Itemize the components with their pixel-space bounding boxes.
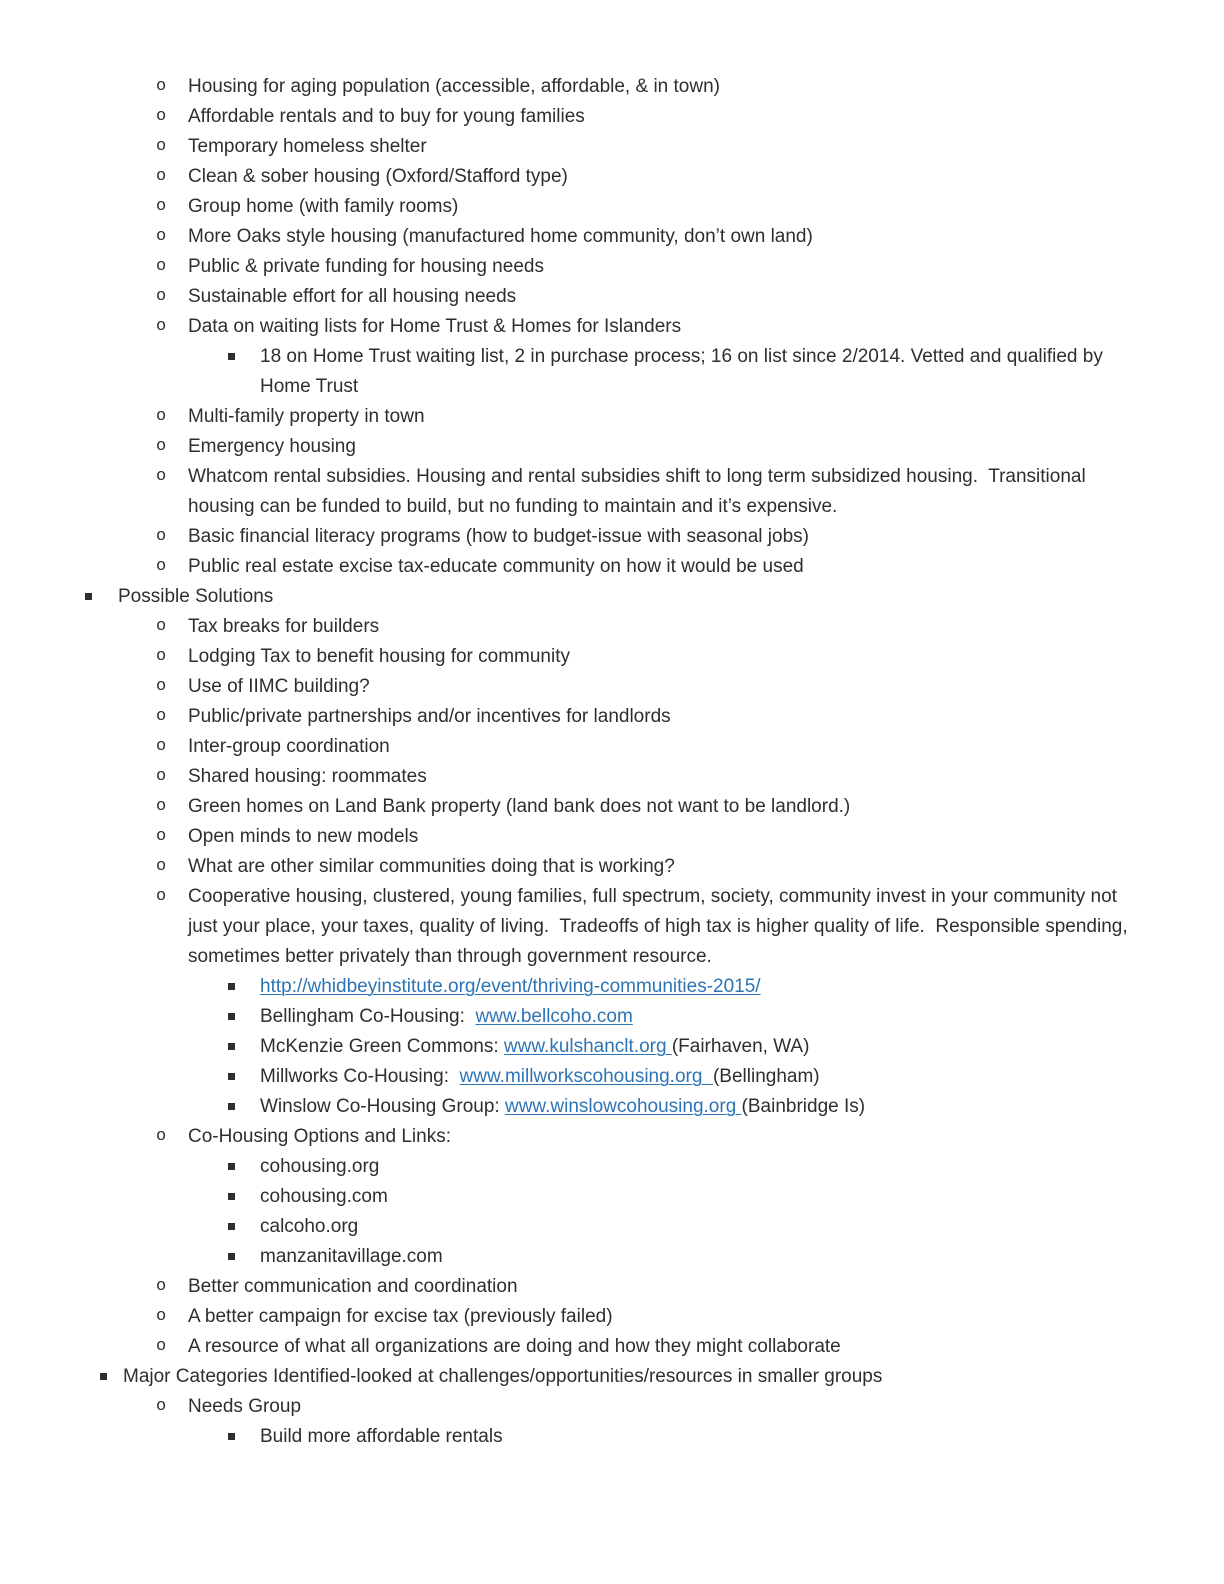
list-item: [0, 462, 1142, 522]
list-item: [0, 1062, 1142, 1092]
list-item-text: [260, 1186, 388, 1207]
text-run: Emergency housing: [188, 436, 356, 457]
text-run: Whatcom rental subsidies. Housing and rental subsidies shift to long term subsidized housing. Transitional housing can be funded to build, but no funding to maintain and it’s expensive.: [188, 466, 1091, 517]
hyperlink[interactable]: www.bellcoho.com: [475, 1006, 633, 1027]
text-run: calcoho.org: [260, 1216, 359, 1237]
list-item: [0, 222, 1142, 252]
list-item: [0, 1212, 1142, 1242]
bullet-circle-icon: o: [156, 1397, 167, 1416]
hyperlink[interactable]: www.winslowcohousing.org: [504, 1096, 742, 1117]
list-item-text: [188, 226, 813, 247]
list-item: [0, 642, 1142, 672]
list-item: [0, 1302, 1142, 1332]
text-run: A better campaign for excise tax (previously failed): [188, 1306, 613, 1327]
list-item: [0, 1392, 1142, 1422]
list-item: [0, 1122, 1142, 1152]
list-item: [0, 1242, 1142, 1272]
bullet-circle-icon: o: [156, 707, 167, 726]
list-item: [0, 282, 1142, 312]
bullet-circle-icon: o: [156, 197, 167, 216]
bullet-circle-icon: o: [156, 617, 167, 636]
text-run: cohousing.org: [260, 1156, 380, 1177]
list-item-text: [188, 856, 675, 877]
list-item: [0, 1002, 1142, 1032]
text-run: Public/private partnerships and/or incentives for landlords: [188, 706, 671, 727]
bullet-circle-icon: o: [156, 257, 167, 276]
text-run: Build more affordable rentals: [260, 1426, 503, 1447]
list-item: [0, 552, 1142, 582]
list-item-text: [188, 676, 370, 697]
list-item-text: [188, 556, 804, 577]
bullet-circle-icon: o: [156, 1307, 167, 1326]
document-body: [0, 72, 1142, 1452]
text-run: More Oaks style housing (manufactured home community, don’t own land): [188, 226, 813, 247]
list-item-text: [188, 526, 809, 547]
text-run: Co-Housing Options and Links:: [188, 1126, 451, 1147]
text-run: Major Categories Identified-looked at challenges/opportunities/resources in smaller groups: [123, 1366, 883, 1387]
bullet-circle-icon: o: [156, 467, 167, 486]
bullet-square-icon: [228, 1422, 235, 1440]
bullet-circle-icon: o: [156, 737, 167, 756]
text-run: Shared housing: roommates: [188, 766, 427, 787]
text-run: A resource of what all organizations are doing and how they might collaborate: [188, 1336, 841, 1357]
text-run: Tax breaks for builders: [188, 616, 380, 637]
list-item-text: [188, 286, 516, 307]
list-item-text: [260, 1066, 820, 1087]
bullet-circle-icon: o: [156, 137, 167, 156]
list-item-text: [260, 1216, 358, 1237]
list-item: [0, 732, 1142, 762]
bullet-circle-icon: o: [156, 827, 167, 846]
list-item-text: [188, 466, 1091, 517]
list-item: [0, 792, 1142, 822]
hyperlink[interactable]: www.millworkscohousing.org: [459, 1066, 713, 1087]
text-run: Cooperative housing, clustered, young families, full spectrum, society, community invest in your community not just your place, your taxes, quality of living. Tradeoffs of high tax is higher quality of life. Responsible spending, sometimes better privately than through government resource.: [188, 886, 1133, 967]
list-item: [0, 522, 1142, 552]
bullet-circle-icon: o: [156, 1127, 167, 1146]
list-item-text: [260, 1096, 865, 1117]
list-item: [0, 72, 1142, 102]
section-list-item: [0, 582, 1142, 612]
list-item-text: [188, 1126, 451, 1147]
list-item: [0, 1152, 1142, 1182]
list-item: [0, 102, 1142, 132]
list-item-text: [188, 616, 379, 637]
text-run: What are other similar communities doing that is working?: [188, 856, 675, 877]
bullet-circle-icon: o: [156, 677, 167, 696]
list-item: [0, 1032, 1142, 1062]
list-item-text: [188, 166, 568, 187]
list-item: [0, 702, 1142, 732]
list-item-text: [260, 1006, 633, 1027]
bullet-circle-icon: o: [156, 407, 167, 426]
list-item-text: [260, 1426, 503, 1447]
section-list-item: [0, 1362, 1142, 1392]
bullet-square-icon: [228, 1242, 235, 1260]
list-item: [0, 672, 1142, 702]
list-item: [0, 1422, 1142, 1452]
text-run: cohousing.com: [260, 1186, 388, 1207]
bullet-circle-icon: o: [156, 77, 167, 96]
bullet-square-icon: [228, 342, 235, 360]
list-item-text: [188, 736, 390, 757]
bullet-circle-icon: o: [156, 767, 167, 786]
list-item-text: [188, 646, 570, 667]
list-item-text: [188, 406, 425, 427]
list-item-text: [188, 1306, 613, 1327]
text-run: Needs Group: [188, 1396, 302, 1417]
text-run: Open minds to new models: [188, 826, 419, 847]
list-item-text: [188, 76, 720, 97]
bullet-circle-icon: o: [156, 887, 167, 906]
list-item-text: [260, 1036, 809, 1057]
bullet-square-icon: [228, 1062, 235, 1080]
bullet-square-icon: [228, 1002, 235, 1020]
text-run: Use of IIMC building?: [188, 676, 370, 697]
list-item: [0, 342, 1142, 402]
bullet-square-icon: [228, 1182, 235, 1200]
hyperlink[interactable]: www.kulshanclt.org: [503, 1036, 672, 1057]
text-run: Housing for aging population (accessible, affordable, & in town): [188, 76, 720, 97]
list-item: [0, 822, 1142, 852]
bullet-square-icon: [228, 1032, 235, 1050]
text-run: Temporary homeless shelter: [188, 136, 427, 157]
text-run: Basic financial literacy programs (how to budget-issue with seasonal jobs): [188, 526, 809, 547]
list-item-text: [188, 706, 671, 727]
list-item-text: [188, 1396, 301, 1417]
bullet-square-icon: [85, 582, 92, 600]
text-run: Sustainable effort for all housing needs: [188, 286, 517, 307]
bullet-circle-icon: o: [156, 287, 167, 306]
bullet-circle-icon: o: [156, 857, 167, 876]
text-run: Winslow Co-Housing Group:: [260, 1096, 505, 1117]
text-run: Public & private funding for housing needs: [188, 256, 544, 277]
bullet-square-icon: [228, 1092, 235, 1110]
list-item: [0, 1182, 1142, 1212]
text-run: Data on waiting lists for Home Trust & Homes for Islanders: [188, 316, 682, 337]
list-item-text: [188, 796, 850, 817]
list-item: [0, 1092, 1142, 1122]
list-item-text: [118, 586, 273, 607]
list-item-text: [188, 316, 681, 337]
list-item: [0, 132, 1142, 162]
list-item: [0, 252, 1142, 282]
list-item-text: [188, 1336, 841, 1357]
text-run: (Bainbridge Is): [741, 1096, 866, 1117]
text-run: Clean & sober housing (Oxford/Stafford type): [188, 166, 568, 187]
list-item: [0, 852, 1142, 882]
text-run: Lodging Tax to benefit housing for community: [188, 646, 570, 667]
bullet-square-icon: [228, 1212, 235, 1230]
text-run: Group home (with family rooms): [188, 196, 459, 217]
list-item-text: [260, 1156, 379, 1177]
list-item: [0, 1272, 1142, 1302]
list-item: [0, 162, 1142, 192]
bullet-circle-icon: o: [156, 317, 167, 336]
list-item: [0, 192, 1142, 222]
list-item-text: [260, 346, 1108, 397]
list-item-text: [188, 886, 1133, 967]
text-run: 18 on Home Trust waiting list, 2 in purchase process; 16 on list since 2/2014. Vetted and qualified by Home Trust: [260, 346, 1109, 397]
text-run: Inter-group coordination: [188, 736, 390, 757]
text-run: Millworks Co-Housing:: [260, 1066, 460, 1087]
list-item-text: [188, 1276, 518, 1297]
list-item: [0, 312, 1142, 342]
hyperlink[interactable]: http://whidbeyinstitute.org/event/thriving-communities-2015/: [260, 976, 761, 997]
bullet-square-icon: [228, 1152, 235, 1170]
list-item: [0, 972, 1142, 1002]
bullet-circle-icon: o: [156, 797, 167, 816]
text-run: manzanitavillage.com: [260, 1246, 443, 1267]
list-item-text: [188, 106, 585, 127]
text-run: Bellingham Co-Housing:: [260, 1006, 476, 1027]
list-item-text: [188, 196, 458, 217]
list-item-text: [188, 766, 427, 787]
text-run: Better communication and coordination: [188, 1276, 518, 1297]
list-item-text: [188, 256, 544, 277]
text-run: Multi-family property in town: [188, 406, 425, 427]
list-item: [0, 882, 1142, 972]
list-item-text: [188, 436, 356, 457]
bullet-circle-icon: o: [156, 167, 167, 186]
list-item-text: [260, 1246, 443, 1267]
list-item: [0, 402, 1142, 432]
bullet-circle-icon: o: [156, 527, 167, 546]
list-item: [0, 432, 1142, 462]
bullet-circle-icon: o: [156, 557, 167, 576]
bullet-circle-icon: o: [156, 107, 167, 126]
text-run: (Bellingham): [712, 1066, 820, 1087]
bullet-circle-icon: o: [156, 1337, 167, 1356]
text-run: Green homes on Land Bank property (land bank does not want to be landlord.): [188, 796, 851, 817]
list-item-text: [260, 976, 761, 997]
bullet-circle-icon: o: [156, 227, 167, 246]
list-item: [0, 762, 1142, 792]
bullet-square-icon: [100, 1362, 107, 1380]
text-run: McKenzie Green Commons:: [260, 1036, 504, 1057]
list-item: [0, 1332, 1142, 1362]
text-run: Public real estate excise tax-educate community on how it would be used: [188, 556, 804, 577]
list-item-text: [188, 136, 427, 157]
bullet-circle-icon: o: [156, 437, 167, 456]
bullet-square-icon: [228, 972, 235, 990]
list-item-text: [123, 1366, 882, 1387]
text-run: Affordable rentals and to buy for young families: [188, 106, 585, 127]
bullet-circle-icon: o: [156, 647, 167, 666]
text-run: Possible Solutions: [118, 586, 274, 607]
bullet-circle-icon: o: [156, 1277, 167, 1296]
list-item-text: [188, 826, 418, 847]
list-item: [0, 612, 1142, 642]
text-run: (Fairhaven, WA): [671, 1036, 810, 1057]
